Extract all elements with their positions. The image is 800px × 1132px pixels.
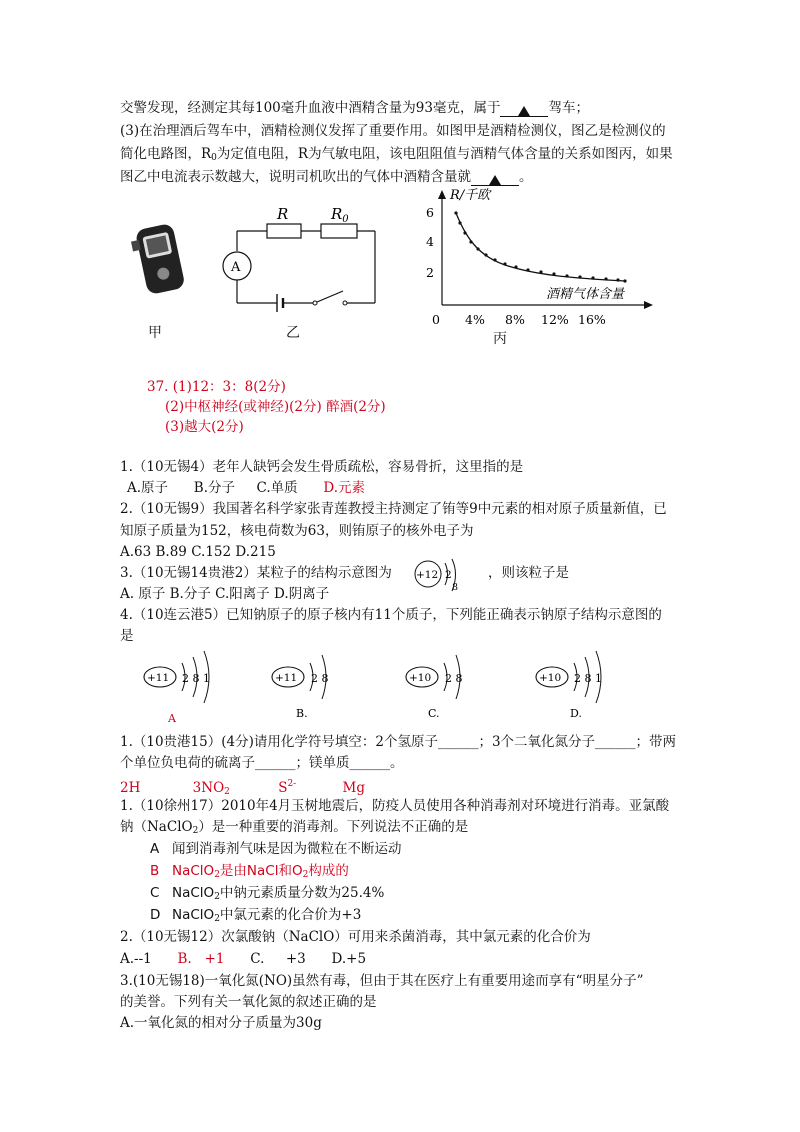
diagram-c (406, 655, 463, 720)
option-letter: B (150, 863, 160, 879)
text: 。 (519, 169, 533, 185)
text: 图乙中电流表示数越大，说明司机吹出的气体中酒精含量就 (120, 169, 471, 185)
curve-points (454, 211, 626, 282)
sodium-diagrams (130, 645, 650, 725)
y-axis-arrow-icon (438, 190, 446, 199)
option-label: C. (428, 707, 440, 720)
question-stem (120, 564, 392, 582)
answer: 2H (120, 780, 141, 796)
text: ）是一种重要的消毒剂。下列说法不正确的是 (198, 819, 469, 835)
option-b-answer (150, 862, 349, 884)
y-tick: 4 (426, 234, 434, 249)
x-tick: 8% (505, 312, 525, 327)
option-a (150, 840, 402, 858)
subscript: 0 (211, 153, 217, 163)
triangle-icon (518, 106, 530, 116)
y-tick: 6 (426, 205, 434, 220)
shells-label: 2 8 (445, 672, 463, 685)
option-d (150, 906, 361, 928)
superscript: 2- (287, 779, 297, 789)
option-text: NaClO (172, 885, 215, 901)
resistance-graph (420, 185, 660, 335)
answer: 3NO (192, 780, 225, 796)
answer-line: (3)越大(2分) (165, 419, 244, 435)
subscript: 2 (192, 826, 199, 836)
label-r: R (277, 205, 289, 223)
question-stem: 1.（10贵港15）(4分)请用化学符号填空：2个氢原子______；3个二氧化氮分子______；带两 (120, 734, 677, 750)
paragraph-line (120, 99, 589, 117)
figure-label: 乙 (286, 325, 300, 341)
figure-label: 甲 (148, 325, 162, 341)
y-tick: 2 (426, 265, 434, 280)
subscript: 2 (214, 892, 220, 902)
question-stem (120, 818, 468, 840)
x-tick: 4% (465, 312, 485, 327)
shell-label: 8 (452, 582, 459, 593)
subscript: 2 (302, 870, 309, 880)
answer: S (278, 780, 288, 796)
graph-origin: 0 (432, 312, 440, 327)
option-text: 是由NaCl和O (219, 863, 303, 879)
question-stem: 1.（10徐州17）2010年4月玉树地震后，防疫人员使用各种消毒剂对环境进行消毒。亚氯酸 (120, 798, 670, 814)
x-tick: 12% (541, 312, 569, 327)
diagram-a (144, 651, 210, 725)
x-axis-arrow-icon (644, 301, 653, 309)
text: 3.（10无锡14贵港2）某粒子的结构示意图为 (120, 565, 392, 581)
option-letter: D (150, 907, 161, 923)
question-options (120, 950, 366, 968)
option-text: 中钠元素质量分数为25.4% (219, 885, 385, 901)
answer-line: (2)中枢神经(或神经)(2分) 醉酒(2分) (165, 399, 386, 415)
option-text: 构成的 (308, 863, 349, 879)
option-a: A.原子 (127, 480, 169, 496)
question-stem: 2.（10无锡12）次氯酸钠（NaClO）可用来杀菌消毒，其中氯元素的化合价为 (120, 929, 591, 945)
nucleus-label: +11 (275, 672, 298, 684)
text: (3)在治理酒后驾车中，酒精检测仪发挥了重要作用。如图甲是酒精检测仪，图乙是检测仪的 (120, 123, 666, 139)
option-text: 中氯元素的化合价为+3 (219, 907, 362, 923)
answer: Mg (342, 780, 365, 796)
answer-blank (500, 102, 548, 117)
subscript: 2 (214, 870, 220, 880)
answer-line: 37. (1)12：3：8(2分) (147, 379, 286, 395)
shells-label: 2 8 1 (574, 672, 602, 685)
question-stem: ，则该粒子是 (488, 565, 569, 581)
breathalyzer-image (125, 218, 195, 298)
question-stem: 4.（10连云港5）已知钠原子的原子核内有11个质子，下列能正确表示钠原子结构示意图的 (120, 607, 662, 623)
triangle-icon (489, 175, 501, 185)
x-tick: 16% (578, 312, 606, 327)
shell-label: 2 (445, 569, 452, 581)
diagram-d (536, 651, 602, 720)
question-stem: 知原子质量为152，核电荷数为63，则铕原子的核外电子为 (120, 523, 474, 539)
resistor-r0 (321, 224, 357, 238)
nucleus-label: +12 (416, 569, 439, 581)
nucleus-label: +10 (409, 672, 432, 684)
option-label: D. (570, 707, 582, 720)
paragraph-line (120, 122, 666, 140)
option-label: B. (296, 707, 308, 720)
option-c (150, 884, 384, 906)
option-a: A.一氧化氮的相对分子质量为30g (120, 1015, 322, 1031)
option-a: A.--1 (120, 951, 152, 967)
diagram-b (272, 655, 329, 720)
paragraph-line (120, 168, 533, 186)
subscript: 2 (214, 914, 220, 924)
option-letter: C (150, 885, 160, 901)
graph-x-label: 酒精气体含量 (546, 287, 625, 302)
question-options: A. 原子 B.分子 C.阳离子 D.阴离子 (120, 586, 330, 602)
resistor-r (267, 224, 301, 238)
question-stem: 3.(10无锡18)一氧化氮(NO)虽然有毒，但由于其在医疗上有重要用途而享有“明星分子” (120, 973, 644, 989)
option-d-answer: D.元素 (323, 480, 366, 496)
switch-icon (317, 291, 343, 302)
graph-y-label: R/千欧 (450, 188, 491, 203)
option-c: C.单质 (256, 480, 298, 496)
option-b-answer: B. +1 (177, 951, 225, 967)
text: 钠（NaClO (120, 819, 193, 835)
particle-structure-diagram (412, 557, 468, 597)
figure-label: 丙 (493, 331, 507, 347)
circuit-diagram (215, 198, 385, 318)
answer-blank (471, 171, 519, 186)
option-text: NaClO (172, 863, 215, 879)
text: 交警发现，经测定其每100毫升血液中酒精含量为93毫克，属于 (120, 100, 501, 116)
shells-label: 2 8 1 (182, 672, 210, 685)
option-letter: A (150, 841, 160, 857)
text: 简化电路图，R (120, 146, 212, 162)
question-stem: 2.（10无锡9）我国著名科学家张青莲教授主持测定了铕等9中元素的相对原子质量新值，已 (120, 501, 667, 517)
paragraph-line (120, 145, 673, 167)
text: 驾车； (548, 100, 589, 116)
nucleus-label: +11 (147, 672, 170, 684)
text: 为定值电阻，R为气敏电阻，该电阻阻值与酒精气体含量的关系如图丙，如果 (216, 146, 673, 162)
shells-label: 2 8 (311, 672, 329, 685)
option-text: 闻到消毒剂气味是因为微粒在不断运动 (172, 841, 402, 857)
option-c: C. +3 (250, 951, 306, 967)
question-options (127, 479, 365, 497)
option-d: D.+5 (331, 951, 367, 967)
question-stem: 个单位负电荷的硫离子______；镁单质______。 (120, 755, 404, 771)
question-options: A.63 B.89 C.152 D.215 (120, 544, 276, 560)
subscript: 2 (224, 787, 230, 797)
nucleus-label: +10 (539, 672, 562, 684)
option-b: B.分子 (193, 480, 236, 496)
option-text: NaClO (172, 907, 215, 923)
question-stem: 的美誉。下列有关一氧化氮的叙述正确的是 (120, 994, 377, 1010)
ammeter-label: A (231, 260, 241, 275)
label-r0: $R_0$ (331, 205, 349, 225)
option-label-answer: A (168, 712, 176, 725)
question-stem: 1.（10无锡4）老年人缺钙会发生骨质疏松，容易骨折，这里指的是 (120, 459, 524, 475)
question-stem: 是 (120, 628, 134, 644)
